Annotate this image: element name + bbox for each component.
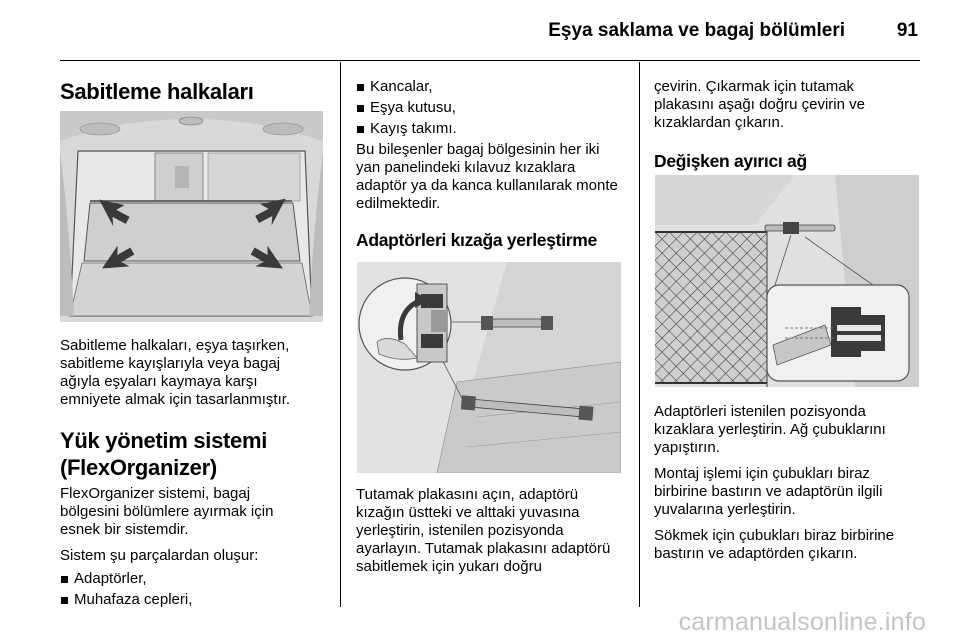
bullet-list-1 — [60, 570, 326, 609]
bullet-square-icon — [61, 597, 68, 604]
bullet-item: Kayış takımı. — [356, 120, 626, 138]
column-divider-2 — [639, 62, 640, 607]
paragraph-tutamak: Tutamak plakasını açın, adaptörü kızağın üstteki ve alttaki yuvasına yerleştirin, istenilen pozisyonda ayarlayın. Tutamak plakasını adaptörü sabitlemek için yukarı doğru — [356, 486, 611, 575]
bullet-item: Eşya kutusu, — [356, 99, 626, 117]
bullet-item: Adaptörler, — [60, 570, 326, 588]
header-title: Eşya saklama ve bagaj bölümleri — [548, 20, 845, 41]
column-2-text — [356, 486, 626, 576]
paragraph-montaj: Montaj işlemi için çubukları biraz birbirine bastırın ve adaptörün ilgili yuvalarına yerleştirin. — [654, 465, 883, 518]
page-number: 91 — [896, 20, 918, 41]
column-3 — [654, 78, 922, 172]
figure-divider-net — [655, 175, 919, 387]
page-header — [0, 0, 960, 62]
paragraph-sabitleme: Sabitleme halkaları, eşya taşırken, sabitleme kayışlarıyla veya bagaj ağıyla eşyaları kaymaya karşı emniyete almak için tasarlanmıştır. — [60, 337, 291, 408]
column-3-text — [654, 403, 922, 563]
column-divider-1 — [340, 62, 341, 607]
bullet-square-icon — [357, 84, 364, 91]
heading-sabitleme: Sabitleme halkaları — [60, 79, 254, 104]
heading-yuk-line1: Yük yönetim sistemi — [60, 428, 268, 453]
heading-degisken: Değişken ayırıcı ağ — [654, 151, 807, 171]
paragraph-cevirin: çevirin. Çıkarmak için tutamak plakasını aşağı doğru çevirin ve kızaklardan çıkarın. — [654, 78, 865, 131]
figure-cargo-rings — [60, 111, 323, 322]
header-rule — [60, 60, 920, 61]
column-2 — [356, 78, 626, 251]
paragraph-bilesenler: Bu bileşenler bagaj bölgesinin her iki yan panelindeki kılavuz kızaklara adaptör ya da kanca kullanılarak monte edilmektedir. — [356, 141, 618, 212]
bullet-square-icon — [357, 126, 364, 133]
watermark: carmanualsonline.info — [678, 608, 926, 636]
paragraph-adaptorleri-istenilen: Adaptörleri istenilen pozisyonda kızaklara yerleştirin. Ağ çubuklarını yapıştırın. — [654, 403, 886, 456]
bullet-square-icon — [357, 105, 364, 112]
column-1 — [60, 62, 326, 105]
column-1-text — [60, 337, 326, 612]
heading-adaptorleri: Adaptörleri kızağa yerleştirme — [356, 230, 597, 250]
paragraph-flexorganizer: FlexOrganizer sistemi, bagaj bölgesini bölümlere ayırmak için esnek bir sistemdir. — [60, 485, 274, 538]
paragraph-sokmek: Sökmek için çubukları biraz birbirine bastırın ve adaptörden çıkarın. — [654, 527, 895, 562]
bullet-square-icon — [61, 576, 68, 583]
heading-yuk-line2: (FlexOrganizer) — [60, 455, 217, 480]
bullet-item: Muhafaza cepleri, — [60, 591, 326, 609]
figure-adapter-rail — [357, 262, 621, 473]
bullet-list-2 — [356, 78, 626, 138]
paragraph-sistem: Sistem şu parçalardan oluşur: — [60, 547, 259, 564]
bullet-item: Kancalar, — [356, 78, 626, 96]
